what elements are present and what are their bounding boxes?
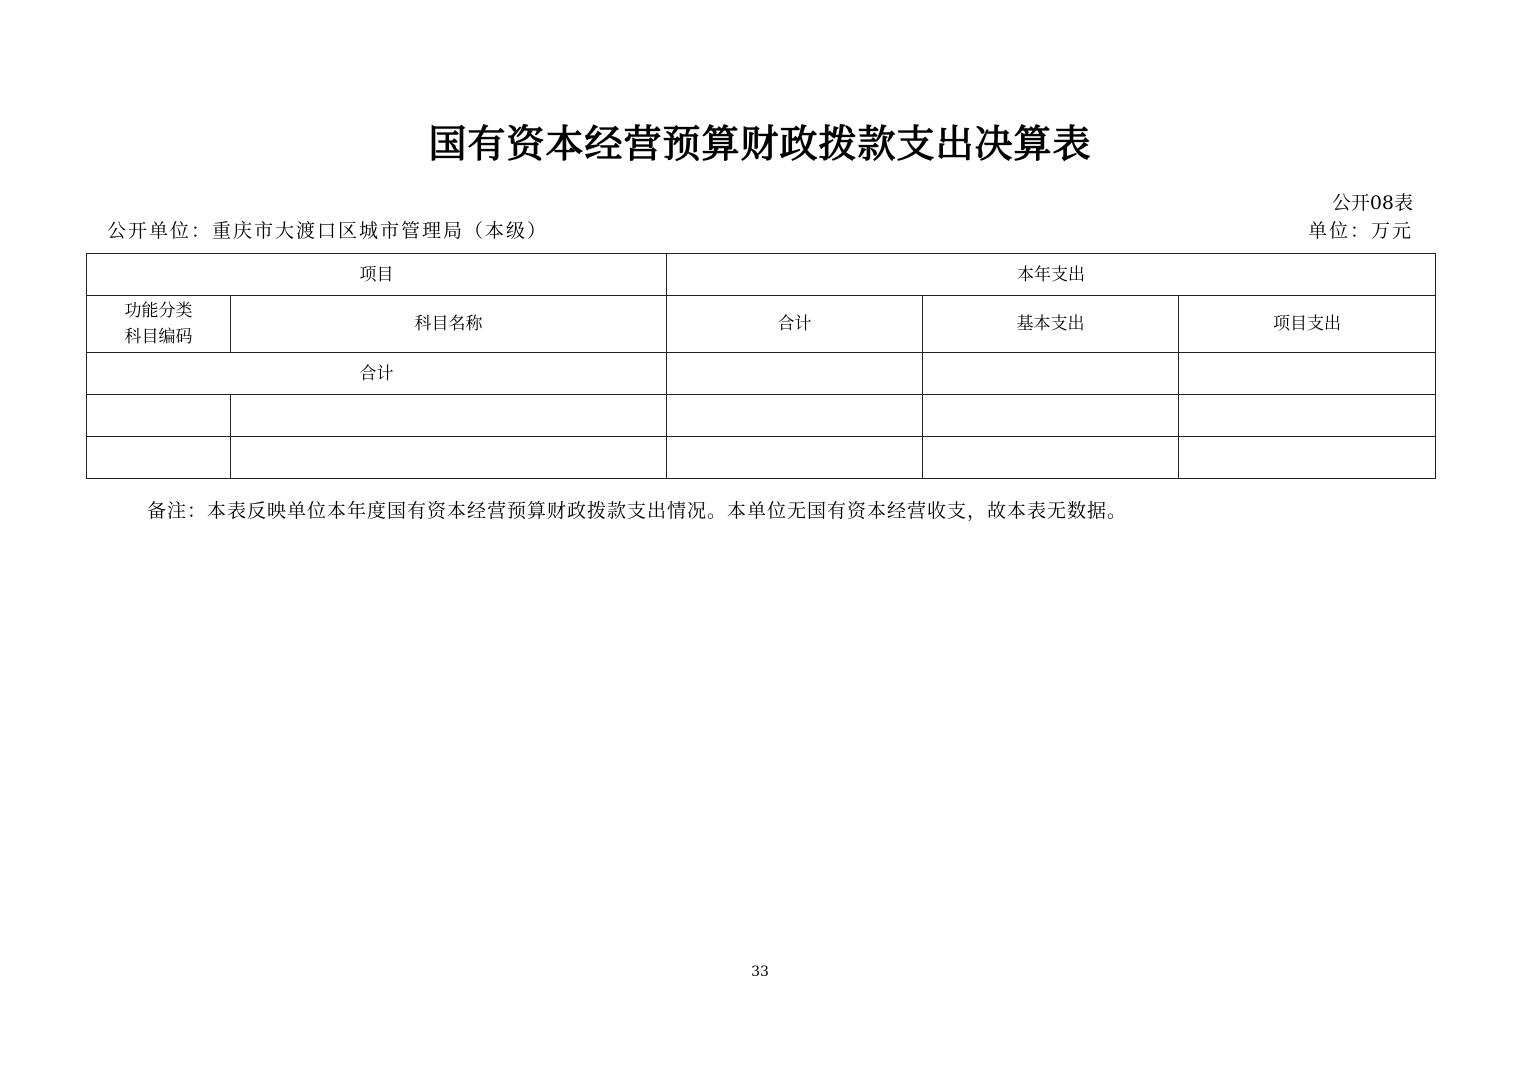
table-header-row bbox=[87, 254, 1436, 296]
project-expense-total-cell bbox=[1179, 353, 1436, 395]
expense-table bbox=[86, 253, 1436, 479]
header-project-expense: 项目支出 bbox=[1179, 296, 1436, 353]
currency-unit: 单位：万元 bbox=[1307, 220, 1413, 242]
total-row-label: 合计 bbox=[87, 353, 667, 395]
header-total: 合计 bbox=[667, 296, 923, 353]
table-cell bbox=[1179, 395, 1436, 437]
table-cell bbox=[231, 437, 667, 479]
table-subheader-row bbox=[87, 296, 1436, 353]
form-number: 公开08表 bbox=[1331, 192, 1413, 214]
total-cell bbox=[667, 353, 923, 395]
header-basic-expense: 基本支出 bbox=[923, 296, 1179, 353]
table-cell bbox=[231, 395, 667, 437]
table-cell bbox=[923, 395, 1179, 437]
header-current-year-expense: 本年支出 bbox=[667, 254, 1436, 296]
table-cell bbox=[667, 437, 923, 479]
table-cell bbox=[667, 395, 923, 437]
header-function-code bbox=[87, 296, 231, 353]
table-note: 备注：本表反映单位本年度国有资本经营预算财政拨款支出情况。本单位无国有资本经营收支，故本表无数据。 bbox=[147, 500, 1128, 522]
header-subject-name: 科目名称 bbox=[231, 296, 667, 353]
header-function-code-line1: 功能分类 bbox=[124, 301, 193, 321]
table-cell bbox=[923, 437, 1179, 479]
table-row bbox=[87, 437, 1436, 479]
header-item: 项目 bbox=[87, 254, 667, 296]
page-title: 国有资本经营预算财政拨款支出决算表 bbox=[428, 122, 1092, 166]
table-total-row bbox=[87, 353, 1436, 395]
header-function-code-line2: 科目编码 bbox=[124, 327, 193, 347]
reporting-unit: 公开单位：重庆市大渡口区城市管理局（本级） bbox=[107, 220, 549, 242]
table-cell bbox=[87, 395, 231, 437]
basic-expense-total-cell bbox=[923, 353, 1179, 395]
page-number: 33 bbox=[751, 964, 769, 980]
table-cell bbox=[87, 437, 231, 479]
table-row bbox=[87, 395, 1436, 437]
table-cell bbox=[1179, 437, 1436, 479]
